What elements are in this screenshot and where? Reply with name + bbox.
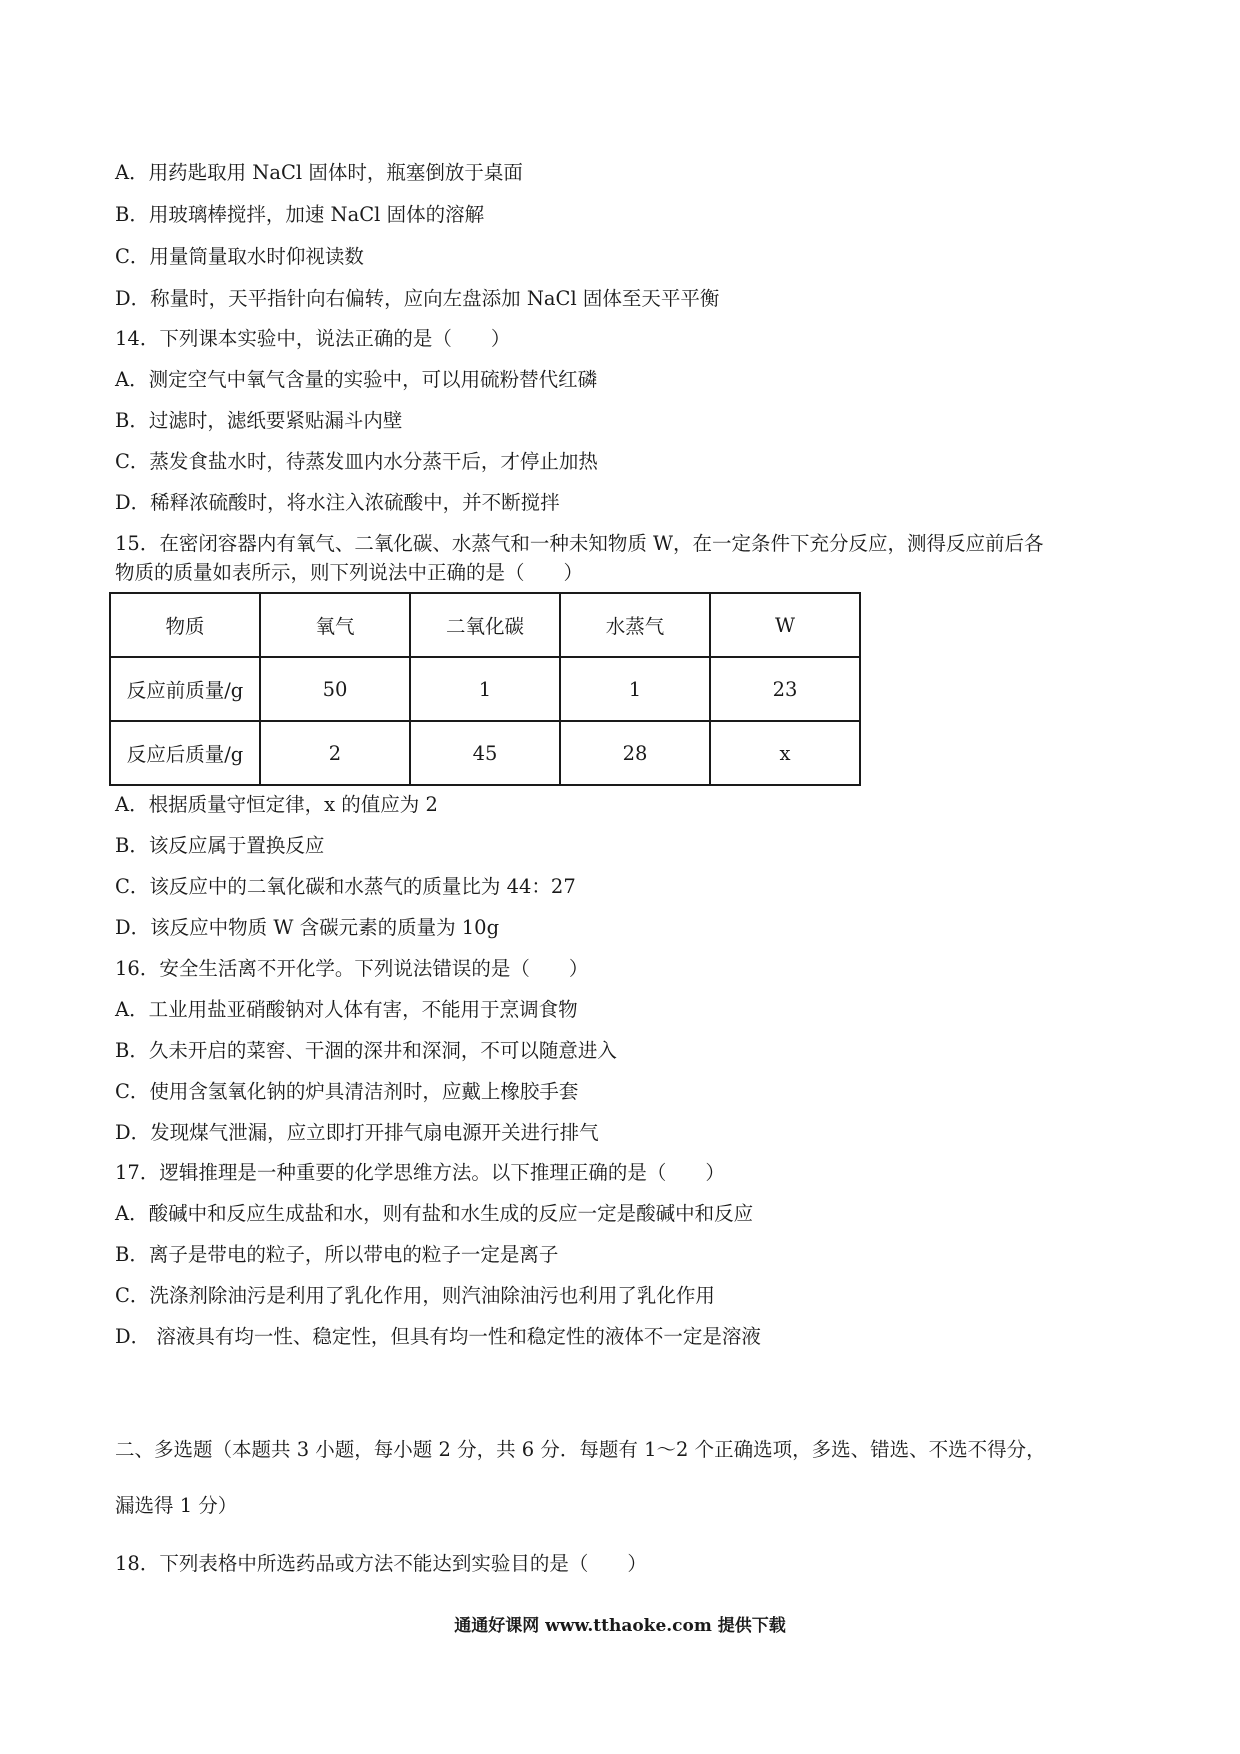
q16-option-b: B．久未开启的菜窖、干涸的深井和深洞，不可以随意进入 xyxy=(115,1039,617,1062)
q14-stem: 14．下列课本实验中，说法正确的是（ ） xyxy=(115,327,511,350)
table-cell: 23 xyxy=(710,657,860,721)
page-footer: 通通好课网 www.tthaoke.com 提供下载 xyxy=(454,1616,786,1636)
mass-table xyxy=(109,592,861,786)
q14-option-b: B．过滤时，滤纸要紧贴漏斗内壁 xyxy=(115,409,403,432)
table-cell: 1 xyxy=(560,657,710,721)
section-2-heading-line-2: 漏选得 1 分） xyxy=(115,1494,238,1517)
q13-option-b: B．用玻璃棒搅拌，加速 NaCl 固体的溶解 xyxy=(115,203,485,226)
q15-option-a: A．根据质量守恒定律，x 的值应为 2 xyxy=(115,793,438,816)
q17-option-c: C．洗涤剂除油污是利用了乳化作用，则汽油除油污也利用了乳化作用 xyxy=(115,1284,715,1307)
q14-option-a: A．测定空气中氧气含量的实验中，可以用硫粉替代红磷 xyxy=(115,368,598,391)
table-cell: 2 xyxy=(260,721,410,785)
section-2-heading-line-1: 二、多选题（本题共 3 小题，每小题 2 分，共 6 分．每题有 1～2 个正确选项，多选、错选、不选不得分， xyxy=(115,1438,1046,1461)
q17-option-d: D． 溶液具有均一性、稳定性，但具有均一性和稳定性的液体不一定是溶液 xyxy=(115,1325,761,1348)
table-cell: 二氧化碳 xyxy=(410,593,560,657)
table-cell: 45 xyxy=(410,721,560,785)
table-cell: 反应前质量/g xyxy=(110,657,260,721)
table-cell: 水蒸气 xyxy=(560,593,710,657)
table-cell: 50 xyxy=(260,657,410,721)
table-cell: x xyxy=(710,721,860,785)
q15-option-b: B．该反应属于置换反应 xyxy=(115,834,325,857)
table-row xyxy=(110,721,860,785)
q18-stem: 18．下列表格中所选药品或方法不能达到实验目的是（ ） xyxy=(115,1552,647,1575)
q15-stem-line-2: 物质的质量如表所示，则下列说法中正确的是（ ） xyxy=(115,561,584,584)
q13-option-c: C．用量筒量取水时仰视读数 xyxy=(115,245,364,268)
table-cell: 反应后质量/g xyxy=(110,721,260,785)
table-cell: W xyxy=(710,593,860,657)
table-cell: 氧气 xyxy=(260,593,410,657)
q15-option-d: D．该反应中物质 W 含碳元素的质量为 10g xyxy=(115,916,500,939)
q16-option-a: A．工业用盐亚硝酸钠对人体有害，不能用于烹调食物 xyxy=(115,998,578,1021)
q16-option-c: C．使用含氢氧化钠的炉具清洁剂时，应戴上橡胶手套 xyxy=(115,1080,579,1103)
q16-option-d: D．发现煤气泄漏，应立即打开排气扇电源开关进行排气 xyxy=(115,1121,599,1144)
q13-option-a: A．用药匙取用 NaCl 固体时，瓶塞倒放于桌面 xyxy=(115,161,523,184)
table-row xyxy=(110,657,860,721)
q13-option-d: D．称量时，天平指针向右偏转，应向左盘添加 NaCl 固体至天平平衡 xyxy=(115,287,720,310)
q15-option-c: C．该反应中的二氧化碳和水蒸气的质量比为 44：27 xyxy=(115,875,576,898)
q16-stem: 16．安全生活离不开化学。下列说法错误的是（ ） xyxy=(115,957,589,980)
table-header-row xyxy=(110,593,860,657)
q17-stem: 17．逻辑推理是一种重要的化学思维方法。以下推理正确的是（ ） xyxy=(115,1161,725,1184)
q17-option-b: B．离子是带电的粒子，所以带电的粒子一定是离子 xyxy=(115,1243,559,1266)
table-cell: 28 xyxy=(560,721,710,785)
table-cell: 物质 xyxy=(110,593,260,657)
table-cell: 1 xyxy=(410,657,560,721)
q14-option-d: D．稀释浓硫酸时，将水注入浓硫酸中，并不断搅拌 xyxy=(115,491,560,514)
q17-option-a: A．酸碱中和反应生成盐和水，则有盐和水生成的反应一定是酸碱中和反应 xyxy=(115,1202,754,1225)
q15-stem-line-1: 15．在密闭容器内有氧气、二氧化碳、水蒸气和一种未知物质 W，在一定条件下充分反应，测得反应前后各 xyxy=(115,532,1044,555)
q14-option-c: C．蒸发食盐水时，待蒸发皿内水分蒸干后，才停止加热 xyxy=(115,450,598,473)
